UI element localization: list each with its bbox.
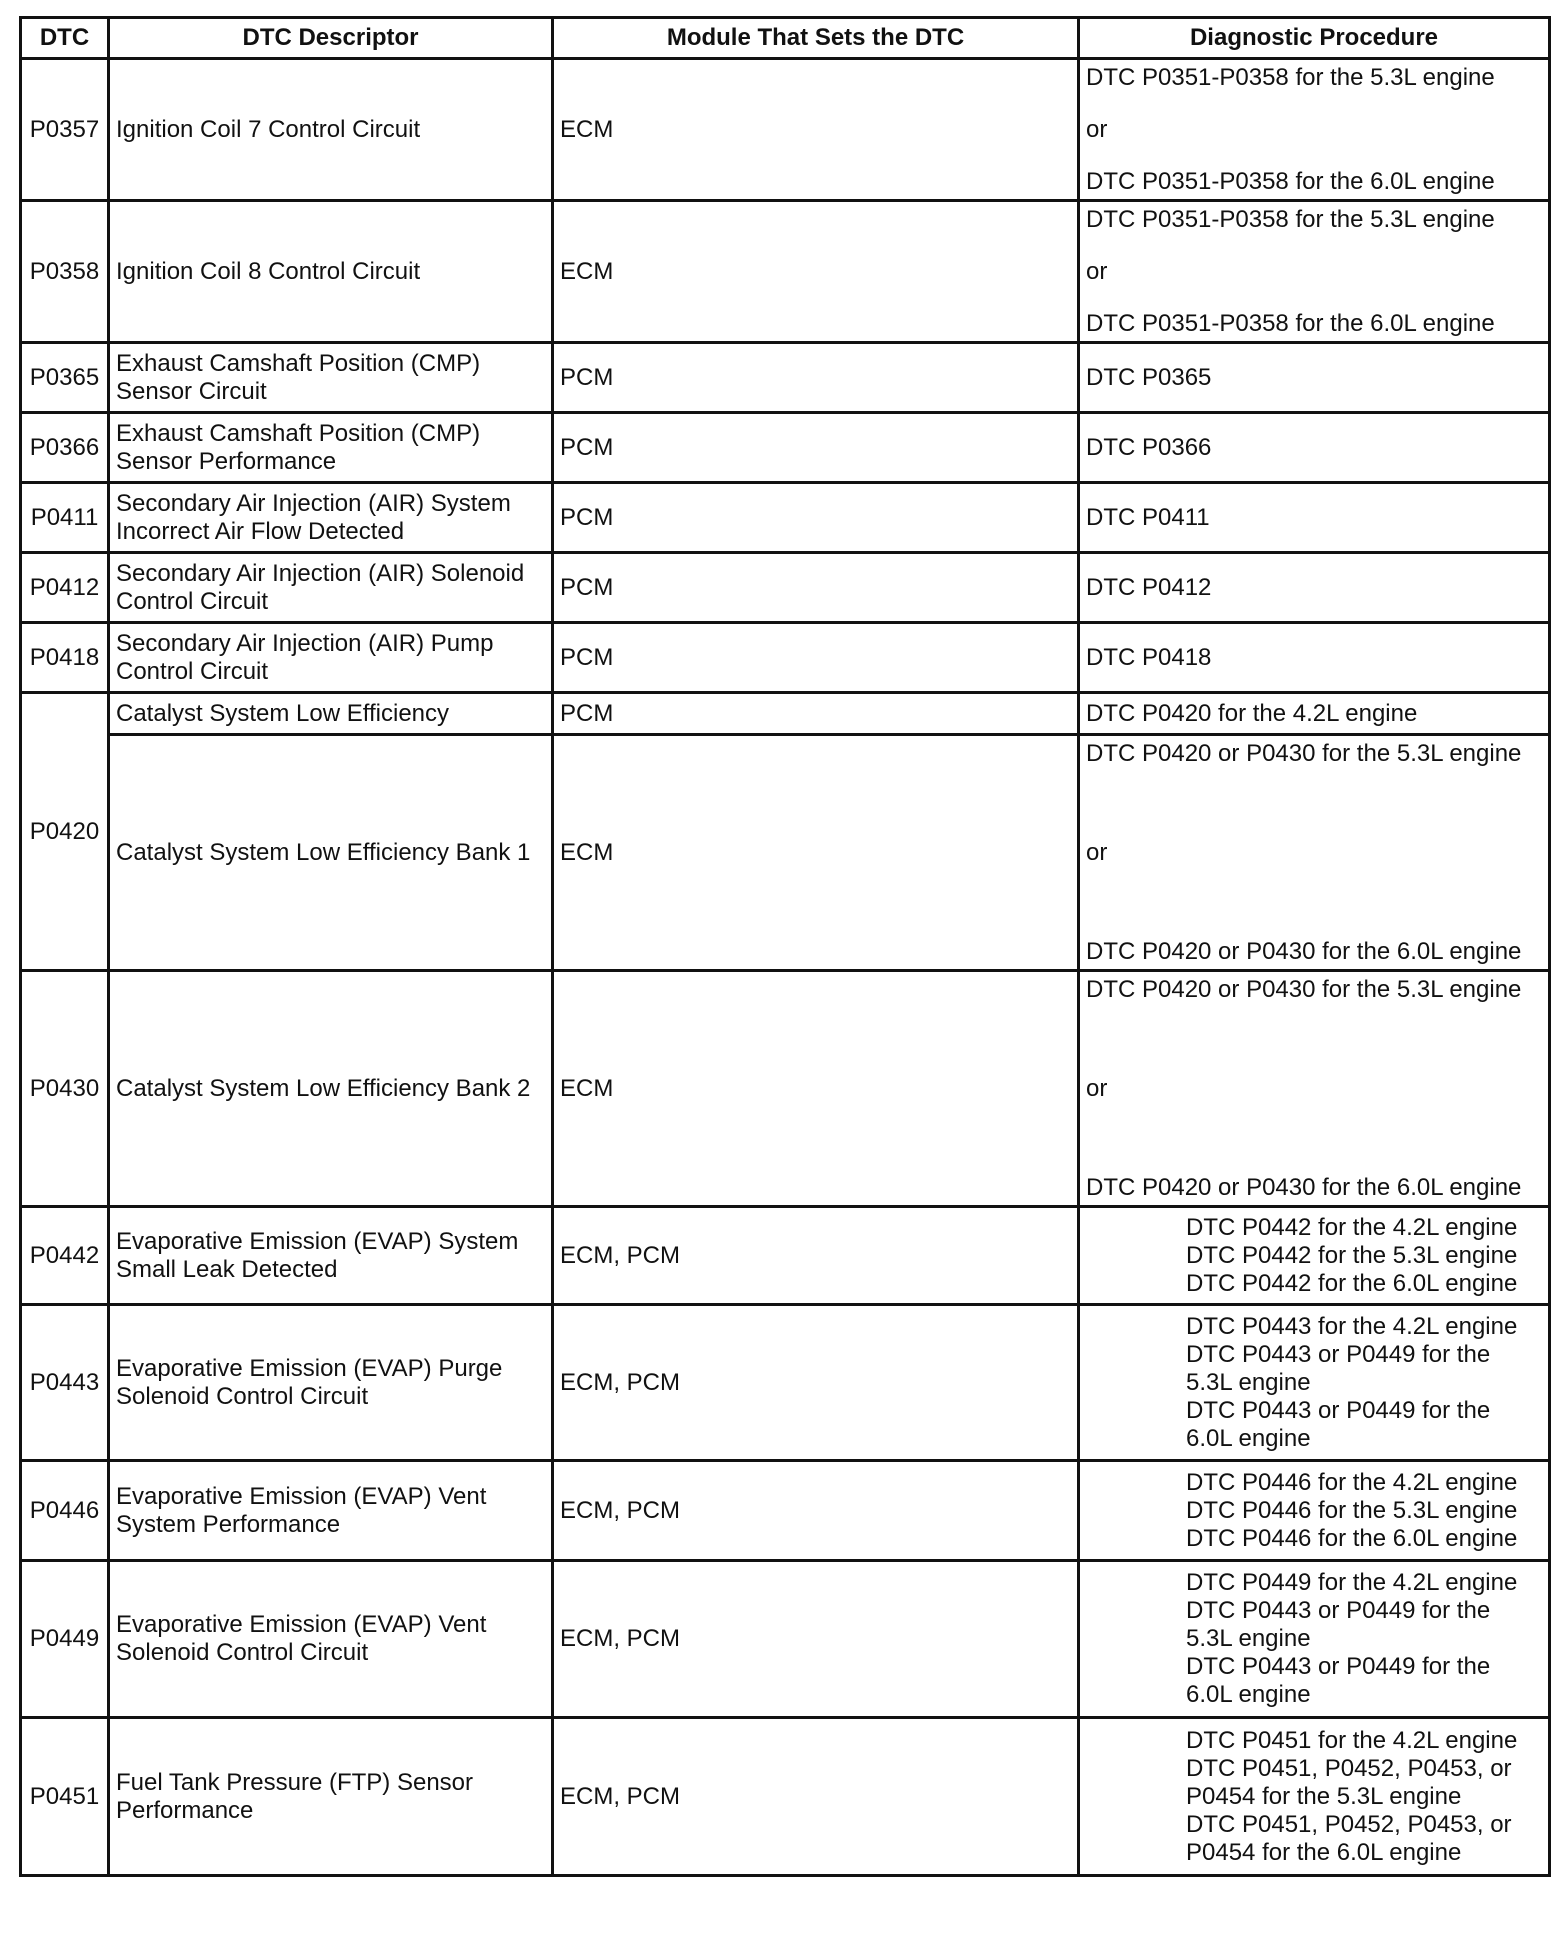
- dtc-code: P0418: [21, 623, 109, 693]
- procedure-line: or: [1086, 838, 1108, 866]
- dtc-procedure: [1079, 971, 1550, 1207]
- dtc-procedure: [1079, 735, 1550, 971]
- dtc-code: P0358: [21, 201, 109, 343]
- dtc-descriptor: Evaporative Emission (EVAP) Vent System Performance: [109, 1461, 553, 1561]
- dtc-descriptor: Catalyst System Low Efficiency Bank 1: [109, 735, 553, 971]
- table-row: [21, 201, 1550, 343]
- table-row: [21, 1461, 1550, 1561]
- procedure-line: DTC P0451, P0452, P0453, or P0454 for the 6.0L engine: [1186, 1810, 1512, 1866]
- dtc-descriptor: Exhaust Camshaft Position (CMP) Sensor Circuit: [109, 343, 553, 413]
- procedure-line: DTC P0442 for the 5.3L engine: [1186, 1241, 1518, 1269]
- dtc-procedure: DTC P0365: [1079, 343, 1550, 413]
- table-row: [21, 1305, 1550, 1461]
- dtc-procedure: DTC P0366: [1079, 413, 1550, 483]
- dtc-procedure: [1079, 1561, 1550, 1718]
- dtc-procedure: [1079, 1207, 1550, 1305]
- dtc-module: ECM, PCM: [553, 1718, 1079, 1876]
- procedure-line: DTC P0443 or P0449 for the 6.0L engine: [1186, 1653, 1491, 1708]
- dtc-procedure: [1079, 201, 1550, 343]
- dtc-procedure: DTC P0418: [1079, 623, 1550, 693]
- dtc-descriptor: Catalyst System Low Efficiency Bank 2: [109, 971, 553, 1207]
- table-row: [21, 971, 1550, 1207]
- header-procedure: Diagnostic Procedure: [1079, 18, 1550, 59]
- dtc-code: P0446: [21, 1461, 109, 1561]
- table-row: [21, 1718, 1550, 1876]
- procedure-line: DTC P0351-P0358 for the 5.3L engine: [1086, 63, 1495, 91]
- dtc-module: PCM: [553, 623, 1079, 693]
- procedure-line: DTC P0451, P0452, P0453, or P0454 for the 5.3L engine: [1186, 1754, 1512, 1810]
- procedure-line: or: [1086, 115, 1108, 143]
- dtc-descriptor: Secondary Air Injection (AIR) Solenoid Control Circuit: [109, 553, 553, 623]
- dtc-module: PCM: [553, 553, 1079, 623]
- dtc-code: P0451: [21, 1718, 109, 1876]
- dtc-code: P0443: [21, 1305, 109, 1461]
- dtc-code: P0420: [21, 693, 109, 971]
- dtc-module: ECM: [553, 59, 1079, 201]
- procedure-line: DTC P0443 for the 4.2L engine: [1186, 1312, 1518, 1340]
- table-row: [21, 1207, 1550, 1305]
- procedure-line: DTC P0449 for the 4.2L engine: [1186, 1569, 1518, 1596]
- dtc-code: P0412: [21, 553, 109, 623]
- procedure-line: DTC P0446 for the 4.2L engine: [1186, 1468, 1518, 1496]
- header-dtc: DTC: [21, 18, 109, 59]
- dtc-code: P0442: [21, 1207, 109, 1305]
- table-row: [21, 735, 1550, 971]
- dtc-module: ECM, PCM: [553, 1305, 1079, 1461]
- dtc-module: ECM: [553, 201, 1079, 343]
- dtc-code: P0449: [21, 1561, 109, 1718]
- table-row: [21, 343, 1550, 413]
- table-row: [21, 693, 1550, 735]
- dtc-procedure: DTC P0420 for the 4.2L engine: [1079, 693, 1550, 735]
- procedure-line: DTC P0351-P0358 for the 5.3L engine: [1086, 205, 1495, 233]
- dtc-module: PCM: [553, 693, 1079, 735]
- dtc-descriptor: Secondary Air Injection (AIR) Pump Control Circuit: [109, 623, 553, 693]
- table-row: [21, 59, 1550, 201]
- procedure-line: DTC P0446 for the 5.3L engine: [1186, 1496, 1518, 1524]
- dtc-procedure: [1079, 59, 1550, 201]
- procedure-line: DTC P0351-P0358 for the 6.0L engine: [1086, 309, 1495, 337]
- dtc-code: P0365: [21, 343, 109, 413]
- table-row: [21, 623, 1550, 693]
- table-row: [21, 413, 1550, 483]
- procedure-line: DTC P0442 for the 4.2L engine: [1186, 1213, 1518, 1241]
- dtc-module: ECM, PCM: [553, 1461, 1079, 1561]
- dtc-code: P0430: [21, 971, 109, 1207]
- dtc-descriptor: Evaporative Emission (EVAP) System Small Leak Detected: [109, 1207, 553, 1305]
- dtc-procedure: [1079, 1461, 1550, 1561]
- dtc-procedure: [1079, 1305, 1550, 1461]
- header-descriptor: DTC Descriptor: [109, 18, 553, 59]
- dtc-descriptor: Catalyst System Low Efficiency: [109, 693, 553, 735]
- dtc-procedure: [1079, 1718, 1550, 1876]
- table-row: [21, 1561, 1550, 1718]
- dtc-module: ECM, PCM: [553, 1561, 1079, 1718]
- dtc-module: PCM: [553, 343, 1079, 413]
- dtc-module: ECM: [553, 971, 1079, 1207]
- dtc-descriptor: Secondary Air Injection (AIR) System Incorrect Air Flow Detected: [109, 483, 553, 553]
- header-module: Module That Sets the DTC: [553, 18, 1079, 59]
- dtc-code: P0366: [21, 413, 109, 483]
- dtc-descriptor: Evaporative Emission (EVAP) Vent Solenoid Control Circuit: [109, 1561, 553, 1718]
- dtc-table: [19, 16, 1551, 1877]
- procedure-line: DTC P0443 or P0449 for the 5.3L engine: [1186, 1597, 1491, 1652]
- procedure-line: or: [1086, 257, 1108, 285]
- procedure-line: DTC P0443 or P0449 for the 6.0L engine: [1186, 1396, 1491, 1452]
- dtc-procedure: DTC P0411: [1079, 483, 1550, 553]
- dtc-descriptor: Fuel Tank Pressure (FTP) Sensor Performance: [109, 1718, 553, 1876]
- dtc-module: PCM: [553, 483, 1079, 553]
- dtc-module: ECM: [553, 735, 1079, 971]
- procedure-line: DTC P0451 for the 4.2L engine: [1186, 1726, 1518, 1754]
- dtc-descriptor: Exhaust Camshaft Position (CMP) Sensor Performance: [109, 413, 553, 483]
- procedure-line: DTC P0420 or P0430 for the 5.3L engine: [1086, 975, 1522, 1003]
- dtc-code: P0411: [21, 483, 109, 553]
- dtc-descriptor: Evaporative Emission (EVAP) Purge Solenoid Control Circuit: [109, 1305, 553, 1461]
- table-row: [21, 553, 1550, 623]
- procedure-line: DTC P0420 or P0430 for the 6.0L engine: [1086, 937, 1522, 965]
- procedure-line: DTC P0420 or P0430 for the 6.0L engine: [1086, 1173, 1522, 1201]
- procedure-line: DTC P0351-P0358 for the 6.0L engine: [1086, 167, 1495, 195]
- procedure-line: DTC P0443 or P0449 for the 5.3L engine: [1186, 1340, 1491, 1396]
- procedure-line: DTC P0442 for the 6.0L engine: [1186, 1269, 1518, 1297]
- dtc-code: P0357: [21, 59, 109, 201]
- dtc-module: ECM, PCM: [553, 1207, 1079, 1305]
- dtc-module: PCM: [553, 413, 1079, 483]
- procedure-line: DTC P0446 for the 6.0L engine: [1186, 1524, 1518, 1552]
- dtc-procedure: DTC P0412: [1079, 553, 1550, 623]
- procedure-line: DTC P0420 or P0430 for the 5.3L engine: [1086, 739, 1522, 767]
- procedure-line: or: [1086, 1074, 1108, 1102]
- dtc-descriptor: Ignition Coil 7 Control Circuit: [109, 59, 553, 201]
- dtc-descriptor: Ignition Coil 8 Control Circuit: [109, 201, 553, 343]
- table-row: [21, 483, 1550, 553]
- table-header-row: [21, 18, 1550, 59]
